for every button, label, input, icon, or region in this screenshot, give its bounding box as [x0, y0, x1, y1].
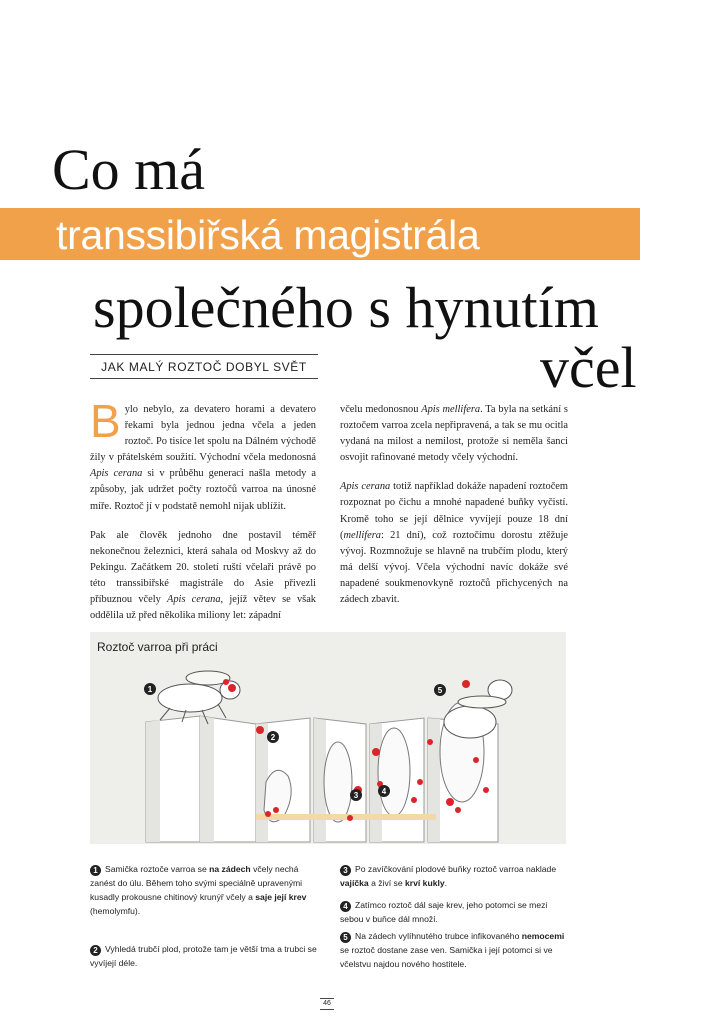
italic-term: Apis mellifera — [421, 404, 481, 415]
bold-term: nemocemi — [521, 931, 565, 941]
caption-number-badge: 4 — [340, 901, 351, 912]
title-line-3: společného s hynutím — [93, 275, 599, 340]
title-line-4: včel — [540, 335, 637, 400]
marker-2: 2 — [270, 733, 276, 742]
title-line-2: transsibiřská magistrála — [56, 212, 480, 258]
marker-1: 1 — [147, 685, 153, 694]
marker-4: 4 — [381, 787, 387, 796]
italic-term: Apis cerana — [90, 468, 143, 480]
page-number: 46 — [320, 998, 334, 1010]
article-paragraph: Pak ale člověk jednoho dne postavil téměř nekonečnou železnici, která sahala od Moskvy až do Pekingu. Začátkem 20. století ruští včelaři právě po této transsibiřské magistrále do Asie přivezli příbuznou včely Apis cerana, jejíž větev se však oddělila už před několika miliony let: západní — [90, 529, 316, 622]
caption-number-badge: 3 — [340, 865, 351, 876]
article-paragraph: Bylo nebylo, za devatero horami a devatero řekami byla jednou jedna včela a jeden roztoč. Po tisíce let spolu na Dálném východě žily v přátelském soužití. Východní včela medonosná Apis cerana si v průběhu generací našla metody a způsoby, jak udržet počty roztočů varroa na únosné míře. Roztoč jí v podstatě nemohl nijak ublížit. — [90, 395, 316, 512]
article-paragraph: včelu medonosnou Apis mellifera. Ta byla na setkání s roztočem varroa zcela nepřipravená, a tak se mu ocitla vydaná na milost a nemilost, protože si neměla šanci osvojit rafinované metody včely východní. — [340, 404, 568, 464]
bold-term: vajíčka — [340, 878, 369, 888]
article-subtitle: JAK MALÝ ROZTOČ DOBYL SVĚT — [90, 354, 318, 379]
bold-term: krví kukly — [404, 878, 445, 888]
varroa-illustration — [90, 632, 566, 844]
caption-number-badge: 5 — [340, 932, 351, 943]
article-column-1 — [90, 395, 316, 637]
caption-2: 2 Vyhledá trubčí plod, protože tam je větší tma a trubci se vyvíjejí déle. — [90, 944, 317, 968]
caption-3: 3 Po zavíčkování plodové buňky roztoč varroa naklade vajíčka a živí se krví kukly. — [340, 864, 557, 888]
caption-1: 1 Samička roztoče varroa se na zádech včely nechá zanést do úlu. Během toho svými speciálně upravenými kusadly prokousne chitinový krunýř včely a saje její krev (hemolymfu). — [90, 864, 307, 916]
caption-4: 4 Zatímco roztoč dál saje krev, jeho potomci se mezi sebou v buňce dál množí. — [340, 900, 548, 924]
article-column-2 — [340, 402, 568, 621]
caption-number-badge: 1 — [90, 865, 101, 876]
bold-term: saje její krev — [255, 892, 307, 902]
caption-number-badge: 2 — [90, 945, 101, 956]
article-paragraph: Apis cerana totiž například dokáže napadení roztočem rozpoznat po čichu a mnohé napadené buňky vyčistí. Kromě toho se její dělnice vyvíjejí pouze 18 dní (mellifera: 21 dní), což roztočímu dorostu ztěžuje vývoj. Rozmnožuje se hlavně na trubčím plodu, který má delší vývoj. Včela východní navíc dokáže své napadené soukmenovkyně roztočů přichycených na zádech zbavit. — [340, 481, 568, 606]
marker-5: 5 — [437, 686, 443, 695]
title-line-1: Co má — [52, 137, 206, 202]
drop-cap: B — [90, 395, 121, 447]
hive-cells-drawing — [90, 632, 566, 844]
italic-term: Apis cerana — [167, 594, 221, 606]
drone-drawing — [444, 680, 512, 738]
italic-term: mellifera — [343, 529, 381, 541]
illustration-title: Roztoč varroa při práci — [97, 640, 218, 654]
caption-5: 5 Na zádech vylíhnutého trubce infikovaného nemocemi se roztoč dostane zase ven. Samička i její potomci si ve včelstvu najdou nového hostitele. — [340, 931, 565, 969]
bold-term: na zádech — [209, 864, 251, 874]
marker-3: 3 — [353, 791, 359, 800]
italic-term: Apis cerana — [340, 481, 391, 493]
